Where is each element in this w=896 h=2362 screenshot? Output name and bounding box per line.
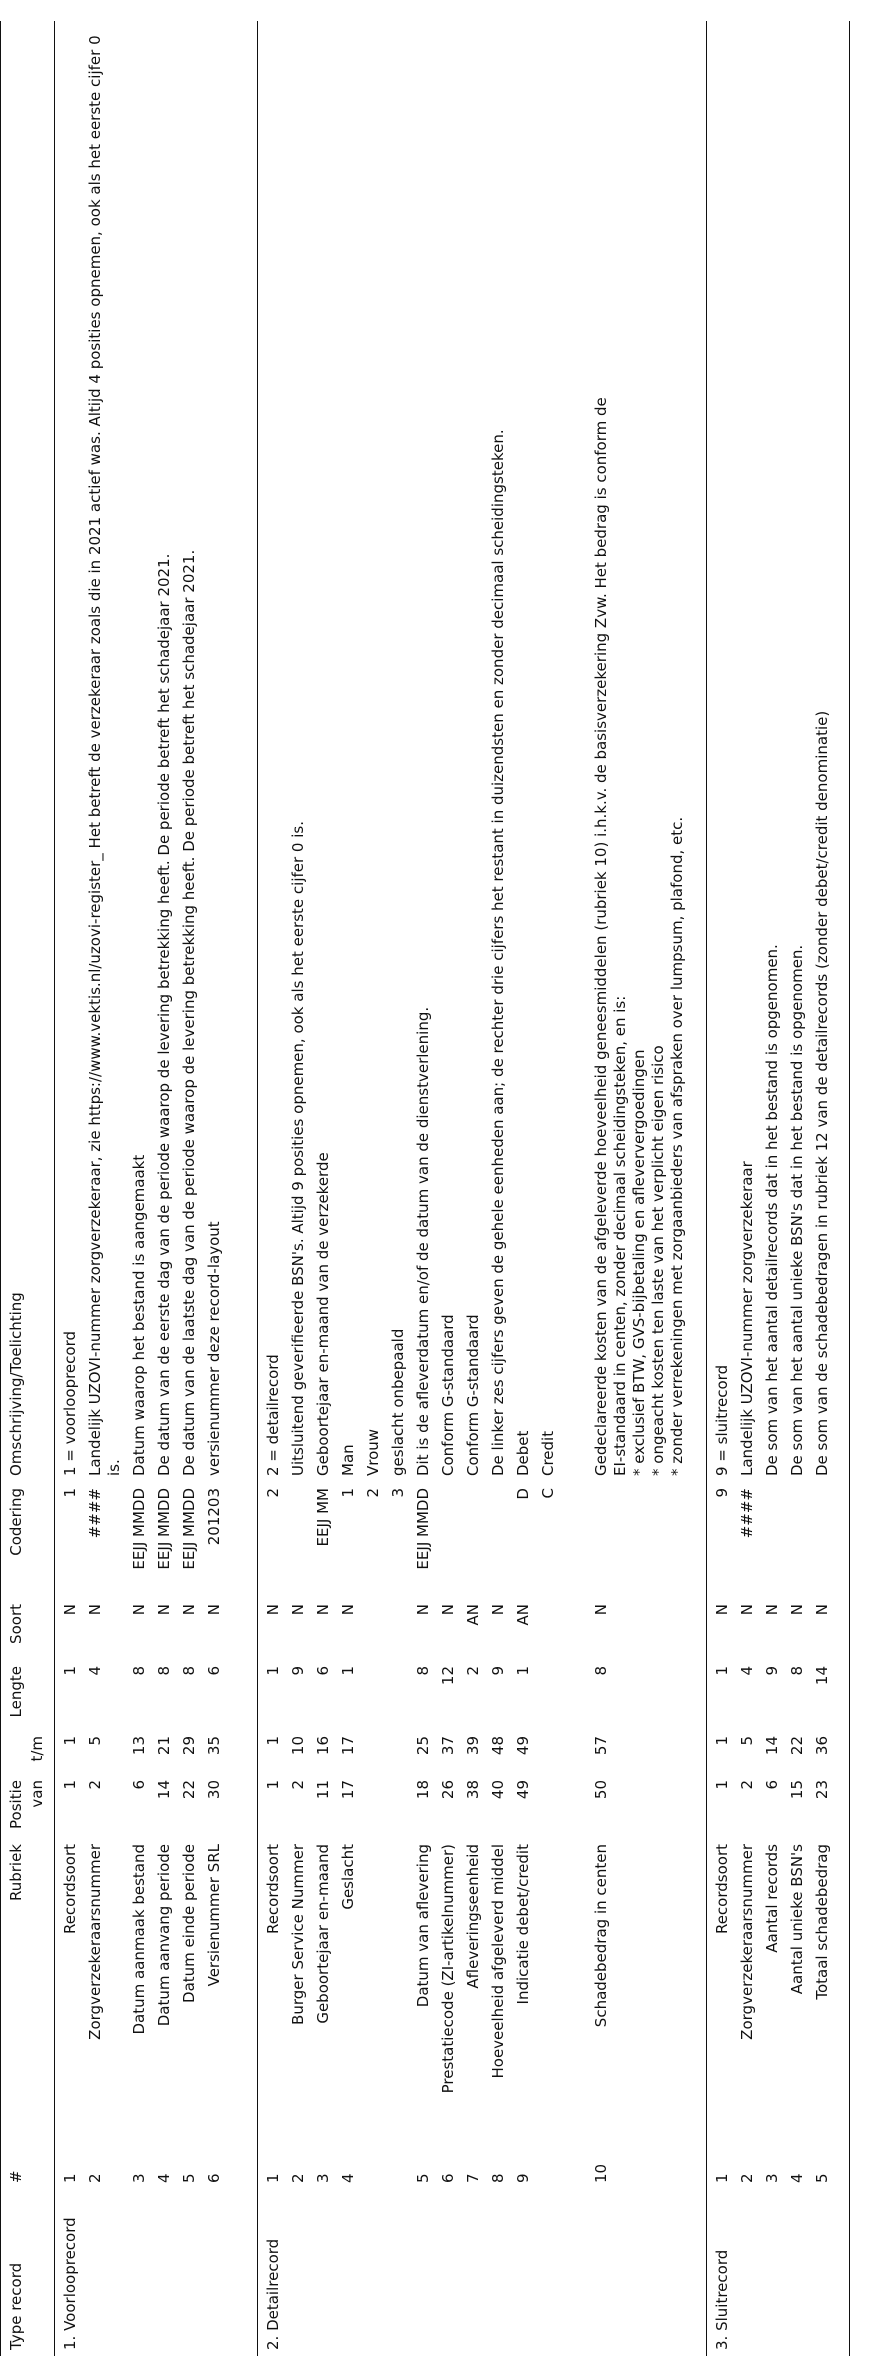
table-row (286, 21, 311, 2356)
soort: N (289, 1604, 307, 1616)
positie-van: 1 (264, 1780, 282, 1790)
table-row (336, 21, 361, 2356)
lengte: 9 (289, 1666, 307, 1676)
positie-van: 38 (464, 1780, 482, 1800)
table-row (486, 21, 511, 2356)
voorlooprecord-group (55, 21, 258, 2356)
omschrijving: 2 = detailrecord (264, 1354, 282, 1476)
rubriek-name: Indicatie debet/credit (514, 1844, 532, 2005)
header-van: van (28, 1780, 46, 1808)
header-omschrijving: Omschrijving/Toelichting (7, 1292, 25, 1476)
positie-tm: 21 (155, 1736, 173, 1756)
omschrijving: Credit (539, 1430, 557, 1476)
positie-tm: 57 (592, 1736, 610, 1756)
table-row (707, 21, 736, 2356)
positie-van: 1 (61, 1780, 79, 1790)
rubriek-number: 1 (264, 2173, 282, 2183)
omschrijving: De datum van de laatste dag van de periode waarop de levering betrekking heeft. De periode betreft het schadejaar 2021. (180, 549, 198, 1476)
rubriek-name: Aantal records (763, 1844, 781, 1953)
positie-van: 2 (738, 1780, 756, 1790)
soort: N (763, 1604, 781, 1616)
rubriek-number: 2 (86, 2173, 104, 2183)
codering: EEJJ MMDD (180, 1488, 198, 1570)
rubriek-number: 2 (289, 2173, 307, 2183)
positie-van: 1 (713, 1780, 731, 1790)
omschrijving: versienummer deze record-layout (205, 1221, 223, 1476)
codering: 3 (389, 1488, 407, 1498)
codering: 1 (61, 1488, 79, 1498)
soort: N (439, 1604, 457, 1616)
omschrijving: Man (339, 1444, 357, 1476)
header-num: # (7, 2170, 25, 2183)
lengte: 9 (763, 1666, 781, 1676)
positie-van: 23 (813, 1780, 831, 1800)
soort: N (489, 1604, 507, 1616)
record-type-label: 2. Detailrecord (264, 2238, 282, 2350)
rubriek-number: 5 (180, 2173, 198, 2183)
rubriek-name: Versienummer SRL (205, 1844, 223, 1987)
rubriek-name: Prestatiecode (ZI-artikelnummer) (439, 1844, 457, 2094)
rubriek-name: Schadebedrag in centen (592, 1844, 610, 2028)
rubriek-name: Geboortejaar en-maand (314, 1844, 332, 2024)
codering (810, 1482, 835, 1598)
omschrijving: De som van de schadebedragen in rubriek 12 van de detailrecords (zonder debet/credit denominatie) (813, 710, 831, 1476)
positie-van: 15 (788, 1780, 806, 1800)
table-row (258, 21, 287, 2356)
omschrijving: Conform G-standaard (464, 1314, 482, 1476)
rubriek-name: Zorgverzekeraarsnummer (738, 1844, 756, 2040)
rubriek-name: Recordsoort (264, 1844, 282, 1935)
omschrijving: geslacht onbepaald (389, 1328, 407, 1476)
positie-tm: 37 (439, 1736, 457, 1756)
rubriek-name: Datum einde periode (180, 1844, 198, 2003)
rubriek-number: 3 (763, 2173, 781, 2183)
positie-tm: 29 (180, 1736, 198, 1756)
omschrijving (589, 21, 690, 1482)
omschrijving: Geboortejaar en-maand van de verzekerde (314, 1152, 332, 1476)
soort: AN (464, 1604, 482, 1626)
positie-tm: 5 (86, 1736, 104, 1746)
omschrijving: De som van het aantal detailrecords dat in het bestand is opgenomen. (763, 944, 781, 1476)
omschrijving: Dit is de afleverdatum en/of de datum van de dienstverlening. (414, 1006, 432, 1476)
rubriek-number: 4 (155, 2173, 173, 2183)
table-row (785, 21, 810, 2356)
header-type-record: Type record (7, 2262, 25, 2350)
lengte: 4 (86, 1666, 104, 1676)
positie-van: 11 (314, 1780, 332, 1800)
lengte: 9 (489, 1666, 507, 1676)
positie-tm: 36 (813, 1736, 831, 1756)
positie-van: 2 (289, 1780, 307, 1790)
rubriek-number: 4 (788, 2173, 806, 2183)
positie-tm: 39 (464, 1736, 482, 1756)
omschrijving: De linker zes cijfers geven de gehele eenheden aan; de rechter drie cijfers het restant in duizendsten en zonder decimaal scheidingsteken. (489, 429, 507, 1476)
positie-van: 22 (180, 1780, 198, 1800)
table-row (411, 21, 436, 2356)
positie-tm: 1 (264, 1736, 282, 1746)
soort: N (592, 1604, 610, 1616)
header-tm: t/m (28, 1736, 46, 1762)
positie-van: 49 (514, 1780, 532, 1800)
header-soort: Soort (7, 1604, 25, 1644)
codering (785, 1482, 810, 1598)
header-row (1, 21, 55, 2356)
table-row (461, 21, 486, 2356)
soort: N (788, 1604, 806, 1616)
soort: AN (514, 1604, 532, 1626)
positie-tm: 25 (414, 1736, 432, 1756)
omschrijving: Vrouw (364, 1428, 382, 1476)
positie-van: 50 (592, 1780, 610, 1800)
positie-van: 30 (205, 1780, 223, 1800)
table-row (589, 21, 690, 2356)
header-tm-cell (1, 1730, 55, 1774)
schadebedrag-bullet: * zonder verrekeningen met zorgaanbieders van afspraken over lumpsum, plafond, etc. (668, 816, 686, 1476)
omschrijving: De som van het aantal unieke BSN's dat in het bestand is opgenomen. (788, 944, 806, 1476)
codering: #### (738, 1488, 756, 1539)
omschrijving: Conform G-standaard (439, 1314, 457, 1476)
soort: N (205, 1604, 223, 1616)
rubriek-number: 3 (130, 2173, 148, 2183)
soort: N (813, 1604, 831, 1616)
codering: 2 (364, 1488, 382, 1498)
codering: D (514, 1488, 532, 1500)
positie-tm: 14 (763, 1736, 781, 1756)
table-row (810, 21, 835, 2356)
codering: EEJJ MM (314, 1488, 332, 1547)
codering: 2 (264, 1488, 282, 1498)
codering (461, 1482, 486, 1598)
rubriek-name: Datum aanmaak bestand (130, 1844, 148, 2035)
codering: EEJJ MMDD (130, 1488, 148, 1570)
record-type-label: 1. Voorlooprecord (61, 2217, 79, 2350)
table-row (55, 21, 84, 2356)
table-row (735, 21, 760, 2356)
rubriek-name: Afleveringseenheid (464, 1844, 482, 1989)
lengte: 6 (205, 1666, 223, 1676)
positie-van: 14 (155, 1780, 173, 1800)
codering: EEJJ MMDD (155, 1488, 173, 1570)
positie-van: 2 (86, 1780, 104, 1790)
lengte: 8 (180, 1666, 198, 1676)
table-header (1, 21, 55, 2356)
codering (486, 1482, 511, 1598)
sluitrecord-group (707, 21, 850, 2356)
detailrecord-group (258, 21, 707, 2356)
codering (760, 1482, 785, 1598)
header-rubriek: Rubriek (7, 1844, 25, 1902)
schadebedrag-bullet: * exclusief BTW, GVS-bijbetaling en afleververgoedingen (630, 1049, 648, 1476)
soort: N (130, 1604, 148, 1616)
rubriek-number: 1 (713, 2173, 731, 2183)
lengte: 1 (514, 1666, 532, 1676)
rubriek-number: 5 (813, 2173, 831, 2183)
lengte: 1 (61, 1666, 79, 1676)
table-row (127, 21, 152, 2356)
soort: N (61, 1604, 79, 1616)
lengte: 1 (713, 1666, 731, 1676)
lengte: 2 (464, 1666, 482, 1676)
rubriek-name: Datum van aflevering (414, 1844, 432, 2008)
lengte: 6 (314, 1666, 332, 1676)
rubriek-number: 8 (489, 2173, 507, 2183)
rubriek-name: Geslacht (339, 1844, 357, 1910)
soort: N (314, 1604, 332, 1616)
positie-tm: 13 (130, 1736, 148, 1756)
omschrijving: Datum waarop het bestand is aangemaakt (130, 1154, 148, 1476)
rubriek-number: 6 (439, 2173, 457, 2183)
codering: 1 (339, 1488, 357, 1498)
lengte: 8 (592, 1666, 610, 1676)
positie-tm: 22 (788, 1736, 806, 1756)
table-row (83, 21, 127, 2356)
rubriek-number: 1 (61, 2173, 79, 2183)
positie-van: 17 (339, 1780, 357, 1800)
codering: 9 (713, 1488, 731, 1498)
rubriek-name: Totaal schadebedrag (813, 1844, 831, 2000)
codering (436, 1482, 461, 1598)
schadebedrag-bullet: * ongeacht kosten ten laste van het verplicht eigen risico (649, 1045, 667, 1476)
lengte: 1 (264, 1666, 282, 1676)
lengte: 8 (788, 1666, 806, 1676)
soort: N (86, 1604, 104, 1616)
lengte: 14 (813, 1666, 831, 1686)
header-codering: Codering (7, 1488, 25, 1556)
table-row (386, 21, 411, 2356)
positie-van: 40 (489, 1780, 507, 1800)
header-positie (1, 1774, 55, 1838)
soort: N (155, 1604, 173, 1616)
omschrijving: Landelijk UZOVI-nummer zorgverzekeraar (738, 1161, 756, 1476)
positie-tm: 10 (289, 1736, 307, 1756)
header-lengte: Lengte (7, 1666, 25, 1718)
rubriek-number: 3 (314, 2173, 332, 2183)
omschrijving: Uitsluitend geverifieerde BSN's. Altijd 9 posities opnemen, ook als het eerste cijfer 0 is. (289, 821, 307, 1476)
lengte: 1 (339, 1666, 357, 1676)
soort: N (414, 1604, 432, 1616)
table-row (436, 21, 461, 2356)
codering: C (539, 1488, 557, 1499)
table-row (760, 21, 785, 2356)
rubriek-name: Datum aanvang periode (155, 1844, 173, 2027)
omschrijving: Debet (514, 1430, 532, 1476)
positie-tm: 1 (61, 1736, 79, 1746)
positie-tm: 49 (514, 1736, 532, 1756)
table-row (536, 21, 561, 2356)
omschrijving: 9 = sluitrecord (713, 1364, 731, 1476)
rubriek-name: Aantal unieke BSN's (788, 1844, 806, 1995)
soort: N (738, 1604, 756, 1616)
soort: N (339, 1604, 357, 1616)
record-layout-table (0, 21, 850, 2356)
positie-tm: 5 (738, 1736, 756, 1746)
soort: N (713, 1604, 731, 1616)
codering (589, 1482, 690, 1598)
table-row (311, 21, 336, 2356)
soort: N (264, 1604, 282, 1616)
table-row (361, 21, 386, 2356)
lengte: 4 (738, 1666, 756, 1676)
positie-van: 26 (439, 1780, 457, 1800)
omschrijving: Landelijk UZOVI-nummer zorgverzekeraar, zie https://www.vektis.nl/uzovi-register_ Het betreft de verzekeraar zoals die in 2021 actief was. Altijd 4 posities opnemen, ook als het eerste cijfer 0 is. (86, 35, 123, 1476)
lengte: 8 (414, 1666, 432, 1676)
table-row (511, 21, 536, 2356)
codering: EEJJ MMDD (414, 1488, 432, 1570)
rubriek-number: 7 (464, 2173, 482, 2183)
positie-tm: 1 (713, 1736, 731, 1746)
rubriek-name: Zorgverzekeraarsnummer (86, 1844, 104, 2040)
codering: #### (86, 1488, 104, 1539)
rubriek-number: 4 (339, 2173, 357, 2183)
rubriek-number: 9 (514, 2173, 532, 2183)
lengte: 12 (439, 1666, 457, 1686)
codering (286, 1482, 311, 1598)
table-row (177, 21, 202, 2356)
omschrijving: 1 = voorlooprecord (61, 1330, 79, 1476)
positie-van: 18 (414, 1780, 432, 1800)
rubriek-name: Recordsoort (713, 1844, 731, 1935)
schadebedrag-description: Gedeclareerde kosten van de afgeleverde hoeveelheid geneesmiddelen (rubriek 10) i.h.k.v. de basisverzekering Zvw. Het bedrag is conform de EI-standaard in centen, zonder decimaal scheidingsteken, en is: (592, 397, 629, 1476)
positie-tm: 17 (339, 1736, 357, 1756)
header-positie-label: Positie (7, 1780, 25, 1829)
rubriek-number: 10 (592, 2163, 610, 2183)
positie-tm: 48 (489, 1736, 507, 1756)
table-row (202, 21, 227, 2356)
omschrijving: De datum van de eerste dag van de periode waarop de levering betrekking heeft. De periode betreft het schadejaar 2021. (155, 553, 173, 1476)
rubriek-name: Recordsoort (61, 1844, 79, 1935)
soort: N (180, 1604, 198, 1616)
rubriek-name: Hoeveelheid afgeleverd middel (489, 1844, 507, 2079)
rubriek-name: Burger Service Nummer (289, 1844, 307, 2025)
rubriek-number: 6 (205, 2173, 223, 2183)
rubriek-number: 2 (738, 2173, 756, 2183)
record-type-label: 3. Sluitrecord (713, 2249, 731, 2350)
positie-tm: 16 (314, 1736, 332, 1756)
rubriek-number: 5 (414, 2173, 432, 2183)
lengte: 8 (130, 1666, 148, 1676)
positie-van: 6 (130, 1780, 148, 1790)
table-row (152, 21, 177, 2356)
codering: 201203 (205, 1488, 223, 1546)
positie-van: 6 (763, 1780, 781, 1790)
positie-tm: 35 (205, 1736, 223, 1756)
lengte: 8 (155, 1666, 173, 1676)
